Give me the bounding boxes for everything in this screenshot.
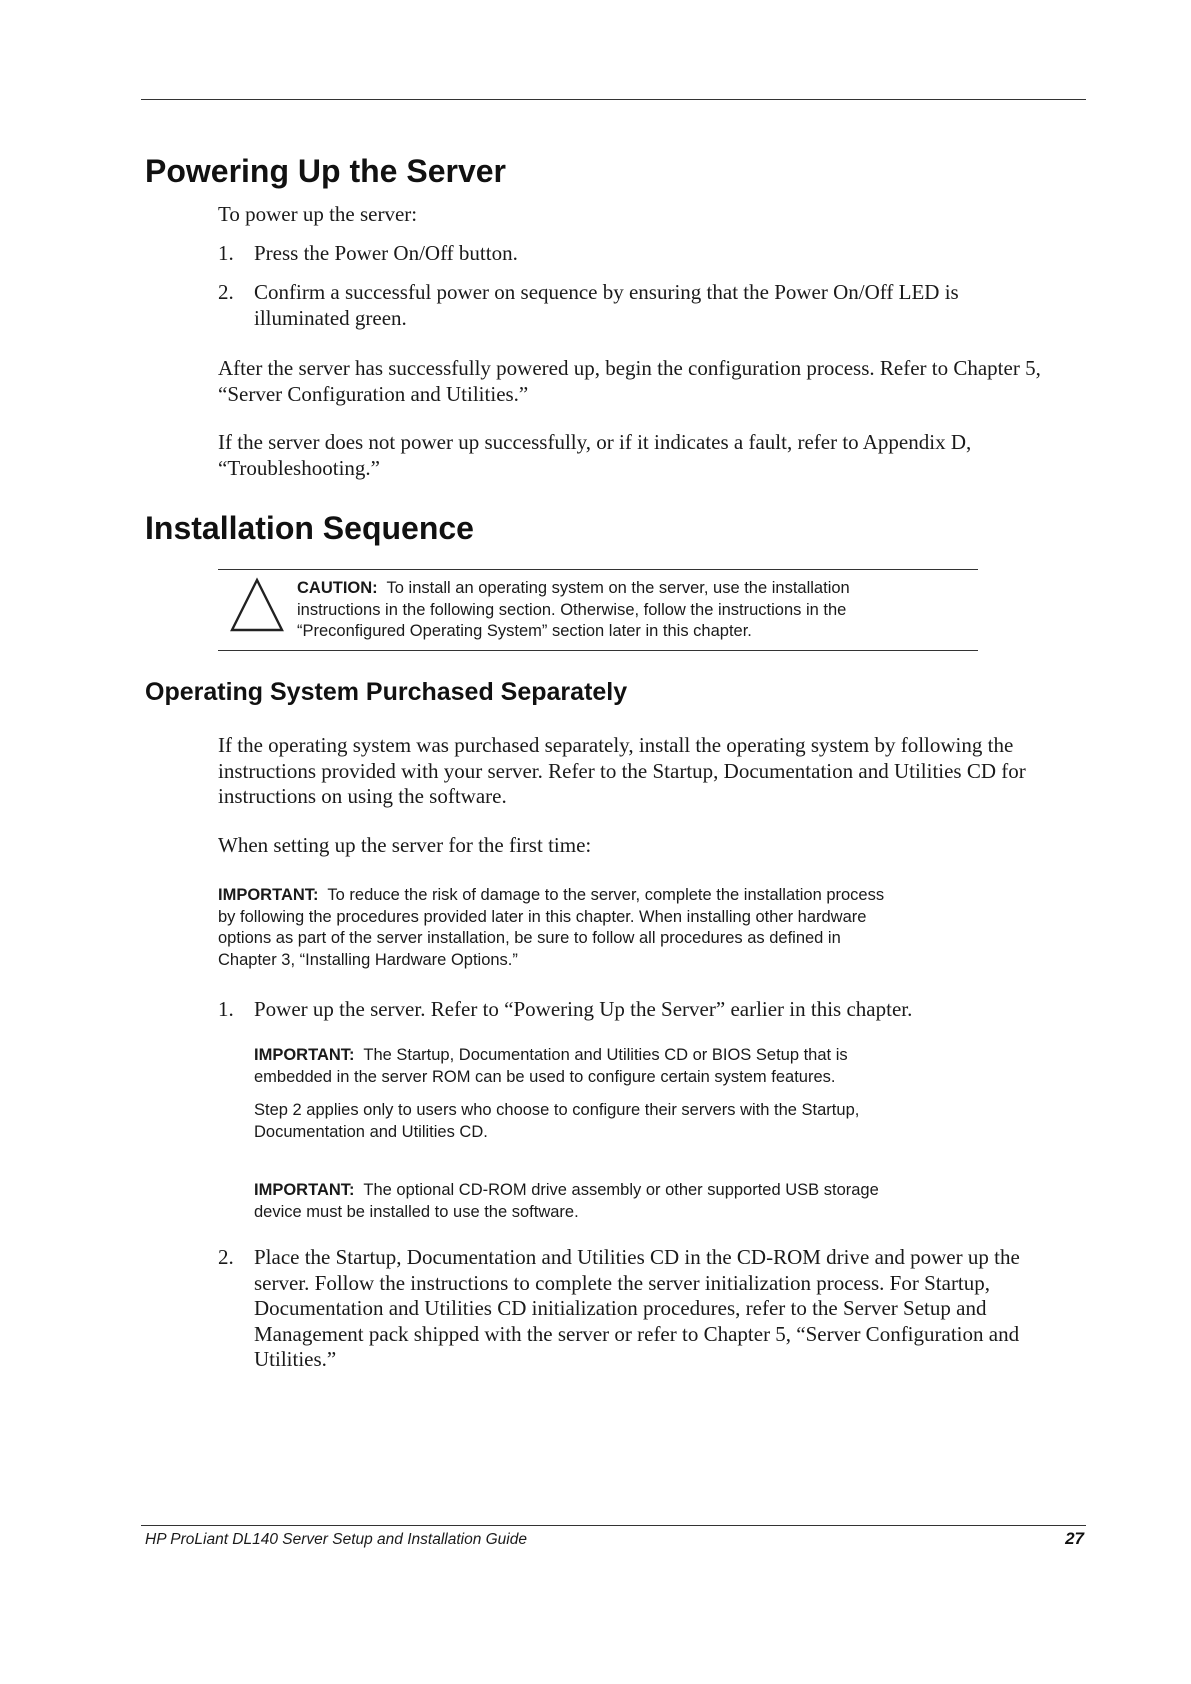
step-text-line: Utilities.” xyxy=(254,1347,337,1371)
important-line xyxy=(218,885,884,907)
important-line xyxy=(254,1045,848,1067)
heading-powering-up: Powering Up the Server xyxy=(145,153,506,189)
os-paragraph-2: When setting up the server for the first time: xyxy=(218,833,592,857)
note-line: Documentation and Utilities CD. xyxy=(254,1122,488,1141)
step-number: 2. xyxy=(218,280,234,304)
paragraph-line: instructions on using the software. xyxy=(218,784,507,808)
caution-line-text: To install an operating system on the server, use the installation xyxy=(386,579,850,597)
heading-installation-sequence: Installation Sequence xyxy=(145,510,474,546)
paragraph-line: instructions provided with your server. Refer to the Startup, Documentation and Utilities CD for xyxy=(218,758,1026,783)
footer-rule xyxy=(141,1525,1086,1526)
step-2-applicability-note xyxy=(254,1100,859,1143)
important-label: IMPORTANT: xyxy=(254,1046,355,1064)
note-line: Step 2 applies only to users who choose to configure their servers with the Startup, xyxy=(254,1101,860,1119)
heading-os-purchased-separately: Operating System Purchased Separately xyxy=(145,678,628,706)
important-line: Chapter 3, “Installing Hardware Options.” xyxy=(218,950,518,969)
step-text-line: Documentation and Utilities CD initialization procedures, refer to the Server Setup and xyxy=(254,1296,987,1320)
step-number: 1. xyxy=(218,997,234,1021)
step-text xyxy=(254,280,959,331)
caution-line: “Preconfigured Operating System” section later in this chapter. xyxy=(297,622,752,640)
powering-fail-paragraph xyxy=(218,430,971,481)
important-line: device must be installed to use the software. xyxy=(254,1202,579,1221)
important-line: embedded in the server ROM can be used to configure certain system features. xyxy=(254,1067,836,1086)
important-note-1 xyxy=(218,885,884,971)
caution-label: CAUTION: xyxy=(297,579,378,597)
step-number: 1. xyxy=(218,241,234,265)
caution-line: instructions in the following section. Otherwise, follow the instructions in the xyxy=(297,600,847,619)
important-line xyxy=(254,1180,879,1202)
caution-line xyxy=(297,578,967,600)
important-note-2 xyxy=(254,1045,848,1088)
header-rule xyxy=(141,99,1086,100)
step-text: Power up the server. Refer to “Powering Up the Server” earlier in this chapter. xyxy=(254,997,913,1021)
os-paragraph-1 xyxy=(218,733,1026,810)
important-line: options as part of the server installation, be sure to follow all procedures as defined in xyxy=(218,929,841,947)
step-text-line: Management pack shipped with the server or refer to Chapter 5, “Server Configuration and xyxy=(254,1321,1020,1346)
important-note-3 xyxy=(254,1180,879,1223)
footer-document-title: HP ProLiant DL140 Server Setup and Installation Guide xyxy=(145,1531,527,1548)
paragraph-line: If the server does not power up successfully, or if it indicates a fault, refer to Appendix D, xyxy=(218,430,972,454)
paragraph-line: “Server Configuration and Utilities.” xyxy=(218,381,529,406)
step-text: Press the Power On/Off button. xyxy=(254,241,518,265)
important-label: IMPORTANT: xyxy=(254,1181,355,1199)
powering-intro: To power up the server: xyxy=(218,202,418,226)
step-text-line: illuminated green. xyxy=(254,305,407,330)
paragraph-line: If the operating system was purchased separately, install the operating system by following the xyxy=(218,733,1014,757)
step-text xyxy=(254,1245,1020,1373)
powering-after-paragraph xyxy=(218,356,1041,407)
paragraph-line: “Troubleshooting.” xyxy=(218,455,380,480)
important-line-text: To reduce the risk of damage to the server, complete the installation process xyxy=(327,886,885,904)
step-number: 2. xyxy=(218,1245,234,1269)
important-line: by following the procedures provided later in this chapter. When installing other hardware xyxy=(218,907,867,926)
caution-text xyxy=(297,578,967,643)
caution-triangle-icon xyxy=(228,576,286,634)
step-text-line: Confirm a successful power on sequence by ensuring that the Power On/Off LED is xyxy=(254,280,959,304)
important-label: IMPORTANT: xyxy=(218,886,319,904)
step-text-line: server. Follow the instructions to complete the server initialization process. For Startup, xyxy=(254,1270,991,1295)
paragraph-line: After the server has successfully powered up, begin the configuration process. Refer to Chapter 5, xyxy=(218,356,1041,380)
important-line-text: The Startup, Documentation and Utilities CD or BIOS Setup that is xyxy=(363,1046,848,1064)
footer-page-number: 27 xyxy=(1065,1529,1084,1548)
important-line-text: The optional CD-ROM drive assembly or other supported USB storage xyxy=(363,1181,879,1199)
caution-box xyxy=(218,569,978,651)
step-text-line: Place the Startup, Documentation and Utilities CD in the CD-ROM drive and power up the xyxy=(254,1245,1020,1269)
